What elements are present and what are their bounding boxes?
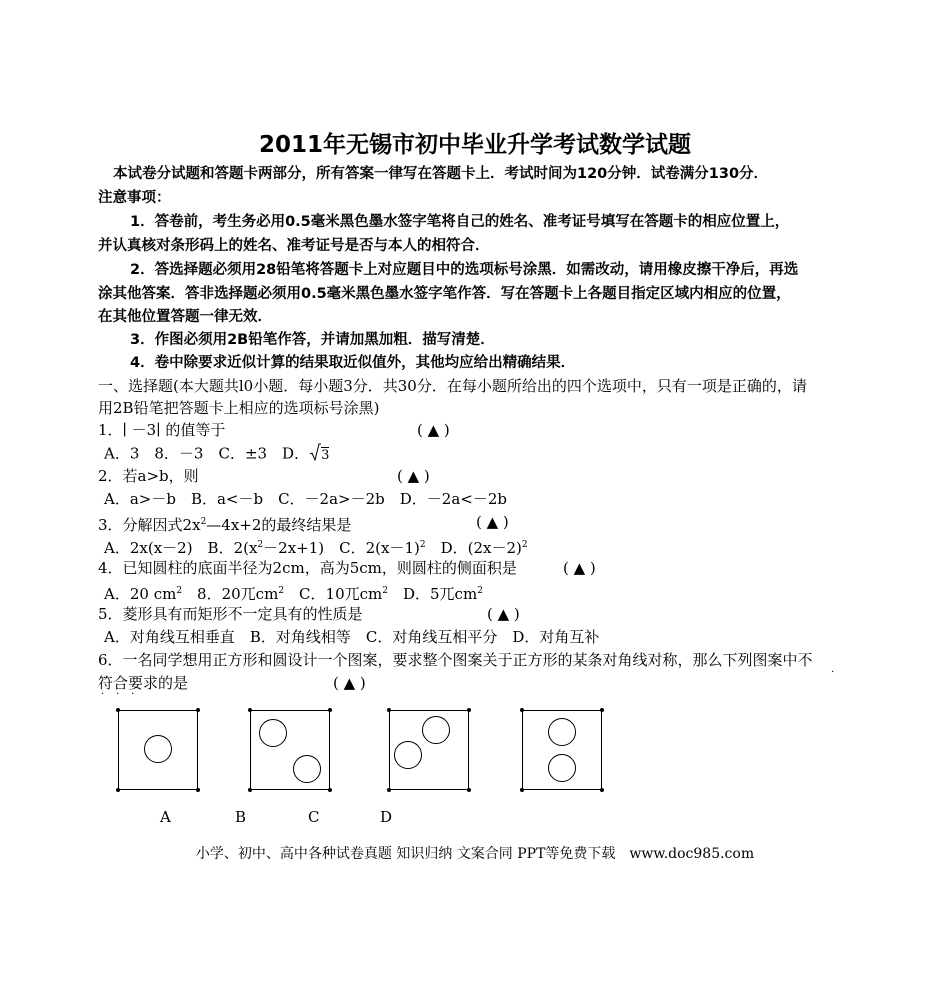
q3-opt-a-sup: 2 [257, 540, 264, 550]
q4-opt-d: D．5兀cm [387, 585, 478, 603]
corner-dot [328, 708, 332, 712]
emphasis-dot: · [116, 689, 120, 700]
q1-stem: 1．∣ －3∣ 的值等于 [98, 421, 226, 439]
emphasis-dot: · [101, 689, 105, 700]
corner-dot [116, 708, 120, 712]
q3-opt-c-sup: 2 [521, 540, 528, 550]
q4-options [104, 581, 483, 604]
q2-options: A．a>－b B．a<－b C．－2a>－2b D．－2a<－2b [104, 490, 507, 508]
notes-heading: 注意事项： [98, 190, 171, 206]
emphasis-dot: · [131, 689, 135, 700]
corner-dot [520, 788, 524, 792]
corner-dot [196, 788, 200, 792]
q2-stem: 2．若a>b，则 [98, 467, 199, 485]
q3-options [104, 535, 528, 558]
corner-dot [467, 788, 471, 792]
figure-label-c: C [308, 808, 320, 826]
section-heading-cont: 用2B铅笔把答题卡上相应的选项标号涂黑) [98, 399, 380, 417]
q4-opt-b: 8．20兀cm [182, 585, 279, 603]
corner-dot [467, 708, 471, 712]
q3-answer-mark: ( ▲ ) [476, 513, 509, 531]
q2-answer-mark: ( ▲ ) [397, 467, 430, 485]
q4-sup-d: 2 [477, 586, 483, 596]
emphasis-dot: · [831, 667, 835, 678]
note-2: 2．答选择题必须用28铅笔将答题卡上对应题目中的选项标号涂黑．如需改动，请用橡皮擦干净后，再选 [130, 262, 799, 278]
q3-stem-pre: 3．分解因式2x [98, 516, 201, 534]
corner-dot [600, 708, 604, 712]
q4-sup-a: 2 [176, 586, 183, 596]
q3-stem-sup: 2 [200, 517, 207, 527]
circle-shape [548, 718, 576, 746]
q3-stem [98, 512, 351, 535]
q1-radicand: 3 [321, 447, 330, 463]
figure-a [118, 710, 198, 790]
q4-opt-c: C．10兀cm [284, 585, 383, 603]
q6-stem-cont: 符合要求的是 [98, 674, 189, 692]
q3-opt-b-sup: 2 [419, 540, 426, 550]
q5-stem: 5．菱形具有而矩形不一定具有的性质是 [98, 605, 363, 623]
circle-shape [144, 735, 172, 763]
corner-dot [248, 788, 252, 792]
section-heading: 一、选择题(本大题共l0小题．每小题3分．共30分．在每小题所给出的四个选项中，只有一项是正确的，请 [98, 377, 807, 395]
corner-dot [520, 708, 524, 712]
figure-label-a: A [160, 808, 171, 826]
figure-label-b: B [235, 808, 247, 826]
q1-options [104, 443, 329, 466]
q3-stem-post: —4x+2的最终结果是 [206, 516, 352, 534]
exam-intro: 本试卷分试题和答题卡两部分，所有答案一律写在答题卡上．考试时间为120分钟．试卷满分130分． [113, 166, 769, 182]
figure-b [250, 710, 330, 790]
q4-sup-b: 2 [278, 586, 285, 596]
circle-shape [293, 755, 321, 783]
q1-options-text: A．3 8．－3 C．±3 D． [104, 444, 310, 463]
q1-answer-mark: ( ▲ ) [417, 421, 450, 439]
note-3: 3．作图必须用2B铅笔作答，并请加黑加粗．描写清楚． [130, 332, 495, 348]
note-1: 1．答卷前，考生务必用0.5毫米黑色墨水签字笔将自己的姓名、准考证号填写在答题卡的相应位置上， [130, 214, 790, 230]
q3-opt-b: －2x+1) C．2(x－1) [263, 539, 420, 557]
page-footer: 小学、初中、高中各种试卷真题 知识归纳 文案合同 PPT等免费下载 www.doc985.com [195, 846, 755, 862]
corner-dot [248, 708, 252, 712]
circle-shape [548, 754, 576, 782]
note-2-cont: 涂其他答案．答非选择题必须用0.5毫米黑色墨水签字笔作答．写在答题卡上各题目指定区域内相应的位置， [98, 286, 791, 302]
q3-opt-c: D．(2x－2) [425, 539, 522, 557]
corner-dot [387, 708, 391, 712]
q3-opt-a: A．2x(x－2) B．2(x [104, 539, 258, 557]
corner-dot [196, 708, 200, 712]
circle-shape [394, 741, 422, 769]
note-1-cont: 并认真核对条形码上的姓名、准考证号是否与本人的相符合． [98, 238, 490, 254]
corner-dot [328, 788, 332, 792]
sqrt-symbol-icon [309, 443, 321, 466]
figure-c [389, 710, 469, 790]
corner-dot [600, 788, 604, 792]
figure-label-d: D [380, 808, 393, 826]
q4-sup-c: 2 [382, 586, 388, 596]
note-2-cont2: 在其他位置答题一律无效． [98, 309, 272, 325]
q5-answer-mark: ( ▲ ) [487, 605, 520, 623]
circle-shape [259, 719, 287, 747]
page-title: 2011年无锡市初中毕业升学考试数学试题 [258, 132, 691, 158]
q4-opt-a: A．20 cm [104, 585, 177, 603]
figure-d [522, 710, 602, 790]
circle-shape [422, 716, 450, 744]
q5-options: A．对角线互相垂直 B．对角线相等 C．对角线互相平分 D．对角互补 [104, 628, 600, 646]
q6-answer-mark: ( ▲ ) [333, 674, 366, 692]
corner-dot [116, 788, 120, 792]
note-4: 4．卷中除要求近似计算的结果取近似值外，其他均应给出精确结果． [130, 355, 576, 371]
q6-stem: 6．一名同学想用正方形和圆设计一个图案，要求整个图案关于正方形的某条对角线对称，那么下列图案中不 [98, 651, 813, 669]
corner-dot [387, 788, 391, 792]
q4-stem: 4．已知圆柱的底面半径为2cm，高为5cm，则圆柱的侧面积是 [98, 559, 517, 577]
q4-answer-mark: ( ▲ ) [563, 559, 596, 577]
